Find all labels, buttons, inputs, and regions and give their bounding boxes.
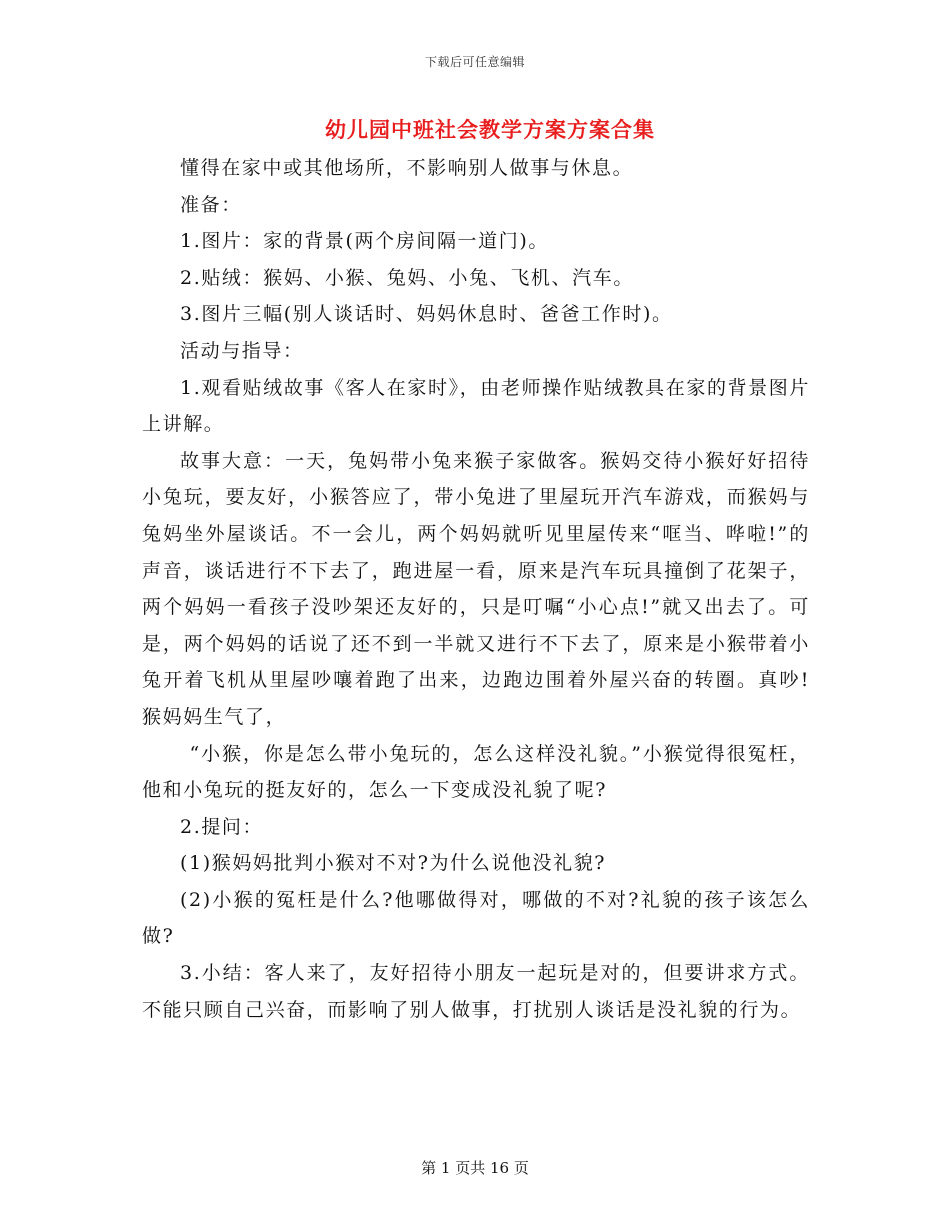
paragraph-prep-item-3: 3.图片三幅(别人谈话时、妈妈休息时、爸爸工作时)。 xyxy=(180,303,673,326)
paragraph-questions-heading: 2.提问： xyxy=(180,815,264,838)
paragraph-prep-item-2: 2.贴绒：猴妈、小猴、兔妈、小兔、飞机、汽车。 xyxy=(180,266,634,289)
paragraph-question-2: (2)小猴的冤枉是什么?他哪做得对，哪做的不对?礼貌的孩子该怎么做? xyxy=(142,888,810,948)
paragraph-preparation-heading: 准备： xyxy=(180,193,242,216)
page-footer: 第 1 页共 16 页 xyxy=(421,1159,529,1177)
header-note: 下载后可任意编辑 xyxy=(424,55,525,69)
paragraph-story-quote: “小猴，你是怎么带小兔玩的，怎么这样没礼貌。”小猴觉得很冤枉，他和小兔玩的挺友好的，怎么一下变成没礼貌了呢? xyxy=(142,742,810,802)
paragraph-question-1: (1)猴妈妈批判小猴对不对?为什么说他没礼貌? xyxy=(180,852,607,875)
document-title: 幼儿园中班社会教学方案方案合集 xyxy=(325,117,655,142)
paragraph-story-summary: 故事大意：一天，兔妈带小兔来猴子家做客。猴妈交待小猴好好招待小兔玩，要友好，小猴答应了，带小兔进了里屋玩开汽车游戏，而猴妈与兔妈坐外屋谈话。不一会儿，两个妈妈就听见里屋传来“哐当、哗啦!”的声音，谈话进行不下去了，跑进屋一看，原来是汽车玩具撞倒了花架子，两个妈妈一看孩子没吵架还友好的，只是叮嘱“小心点!”就又出去了。可是，两个妈妈的话说了还不到一半就又进行不下去了，原来是小猴带着小兔开着飞机从里屋吵嚷着跑了出来，边跑边围着外屋兴奋的转圈。真吵!猴妈妈生气了， xyxy=(142,449,810,728)
paragraph-summary: 3.小结：客人来了，友好招待小朋友一起玩是对的，但要讲求方式。不能只顾自己兴奋，而影响了别人做事，打扰别人谈话是没礼貌的行为。 xyxy=(142,962,810,1021)
document-body xyxy=(142,150,810,1028)
paragraph-goal: 懂得在家中或其他场所，不影响别人做事与休息。 xyxy=(180,157,634,179)
paragraph-activity-step-1: 1.观看贴绒故事《客人在家时》，由老师操作贴绒教具在家的背景图片上讲解。 xyxy=(142,376,810,436)
paragraph-activity-heading: 活动与指导： xyxy=(180,339,304,362)
paragraph-prep-item-1: 1.图片：家的背景(两个房间隔一道门)。 xyxy=(180,230,549,253)
